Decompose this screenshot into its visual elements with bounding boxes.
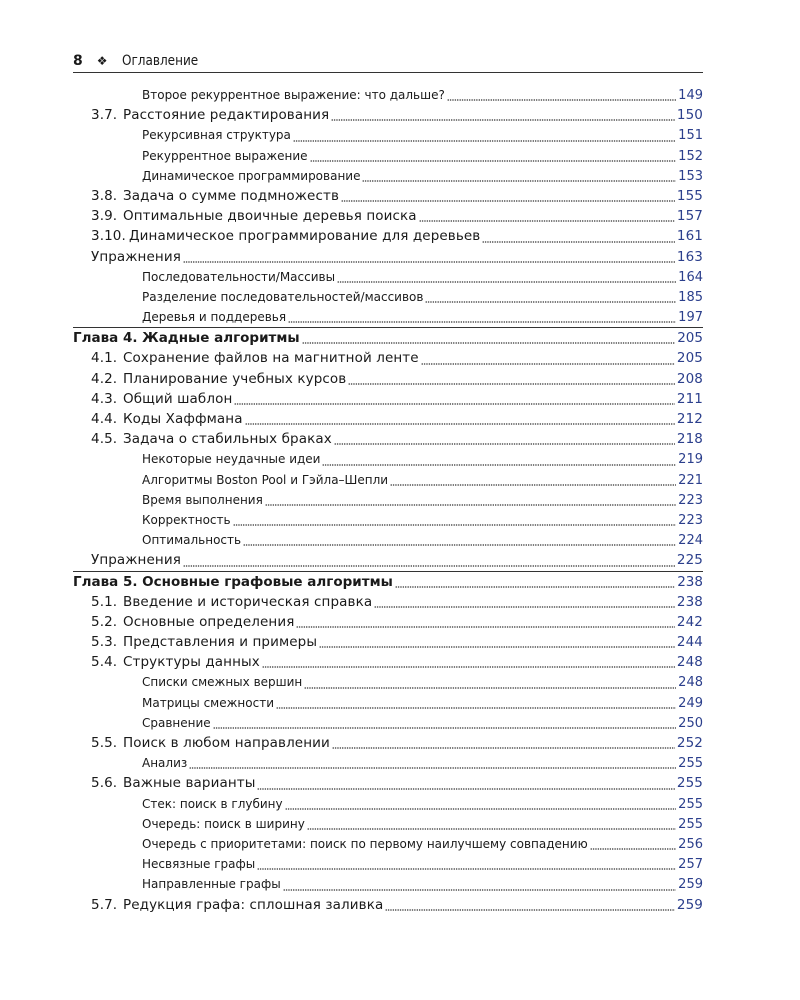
toc-entry-row[interactable] — [73, 854, 703, 874]
toc-entry-title — [142, 834, 588, 854]
running-header — [73, 50, 703, 73]
toc-entry-title — [91, 592, 372, 612]
toc-entry-title — [91, 773, 255, 793]
toc-section-number: 4.4. — [91, 411, 118, 427]
toc-entry-title — [73, 328, 300, 348]
dot-leader — [337, 281, 676, 283]
toc-entry-row[interactable] — [73, 287, 703, 307]
toc-title-text: Стек: поиск в глубину — [142, 796, 283, 811]
toc-entry-row[interactable] — [73, 348, 703, 368]
toc-page-number[interactable]: 152 — [678, 148, 703, 164]
dot-leader — [482, 241, 675, 243]
toc-entry-title — [142, 470, 388, 490]
toc-entry-row[interactable] — [73, 592, 703, 612]
toc-page-number[interactable]: 257 — [678, 857, 703, 873]
toc-entry-title — [142, 307, 286, 327]
table-of-contents — [73, 85, 703, 915]
toc-title-text: Упражнения — [91, 248, 181, 265]
toc-entry-row[interactable] — [73, 550, 703, 570]
toc-entry-title — [142, 146, 308, 166]
toc-title-text: Направленные графы — [142, 877, 281, 892]
dot-leader — [293, 140, 676, 142]
toc-page-number[interactable]: 164 — [678, 269, 703, 285]
dot-leader — [307, 828, 676, 830]
toc-entry-row[interactable] — [73, 409, 703, 429]
toc-page-number[interactable]: 218 — [676, 431, 703, 448]
toc-entry-title — [91, 409, 243, 429]
toc-entry-title — [91, 612, 294, 632]
toc-title-text: Редукция графа: сплошная заливка — [123, 896, 384, 913]
toc-entry-title — [142, 693, 274, 713]
toc-entry-row[interactable] — [73, 166, 703, 186]
dot-leader — [421, 363, 675, 365]
toc-entry-row[interactable] — [73, 733, 703, 753]
dot-leader — [243, 544, 676, 546]
toc-page-number[interactable]: 151 — [678, 128, 703, 144]
toc-title-text: Оптимальные двоичные деревья поиска — [123, 208, 417, 225]
toc-page-number[interactable]: 224 — [678, 533, 703, 549]
dot-leader — [233, 524, 677, 526]
toc-entry-row[interactable] — [73, 125, 703, 145]
toc-entry-title — [142, 854, 255, 874]
toc-entry-title — [91, 369, 346, 389]
toc-entry-title — [91, 206, 417, 226]
toc-section-number: 5.5. — [91, 735, 118, 751]
toc-section-number: 3.9. — [91, 208, 118, 225]
toc-entry-row[interactable] — [73, 267, 703, 287]
ornament-icon: ❖ — [96, 54, 108, 68]
dot-leader — [262, 666, 675, 668]
toc-entry-title — [142, 530, 241, 550]
toc-page-number[interactable]: 238 — [677, 573, 703, 590]
toc-page-number[interactable]: 219 — [678, 452, 703, 468]
dot-leader — [332, 747, 675, 749]
toc-entry-title — [91, 348, 419, 368]
toc-page-number[interactable]: 205 — [676, 350, 703, 367]
toc-entry-title — [91, 652, 260, 672]
toc-title-text: Списки смежных вершин — [142, 675, 303, 690]
toc-section-number: 4.1. — [91, 350, 118, 367]
toc-entry-title — [91, 105, 329, 125]
toc-title-text: Задача о стабильных браках — [123, 431, 332, 448]
toc-chapter-row[interactable] — [73, 327, 703, 348]
dot-leader — [283, 889, 676, 891]
header-title: Оглавление — [121, 53, 198, 69]
toc-title-text: Рекуррентное выражение — [142, 148, 308, 163]
toc-title-text: Динамическое программирование — [142, 168, 361, 183]
toc-entry-title — [142, 166, 360, 186]
toc-entry-title — [142, 490, 263, 510]
toc-section-number: 4.3. — [91, 390, 118, 407]
toc-section-number: 4.5. — [91, 431, 118, 448]
toc-title-text: Динамическое программирование для деревьев — [129, 228, 481, 245]
toc-title-text: Упражнения — [91, 552, 181, 569]
toc-entry-title — [91, 632, 317, 652]
toc-entry-title — [73, 572, 393, 592]
toc-entry-title — [142, 85, 445, 105]
toc-entry-row[interactable] — [73, 814, 703, 834]
toc-title-text: Анализ — [142, 756, 188, 771]
toc-entry-row[interactable] — [73, 186, 703, 206]
toc-title-text: Сравнение — [142, 715, 211, 730]
toc-entry-title — [142, 267, 335, 287]
dot-leader — [334, 443, 675, 445]
toc-section-number: 4.2. — [91, 370, 118, 387]
dot-leader — [331, 119, 675, 121]
toc-entry-row[interactable] — [73, 470, 703, 490]
toc-title-text: Очередь с приоритетами: поиск по первому наилучшему совпадению — [142, 836, 588, 851]
toc-title-text: Деревья и поддеревья — [142, 310, 287, 325]
toc-entry-row[interactable] — [73, 693, 703, 713]
toc-title-text: Глава 5. Основные графовые алгоритмы — [73, 573, 393, 590]
toc-entry-title — [142, 713, 211, 733]
toc-entry-row[interactable] — [73, 85, 703, 105]
toc-title-text: Алгоритмы Boston Pool и Гэйла–Шепли — [142, 472, 389, 487]
toc-entry-row[interactable] — [73, 895, 703, 915]
toc-page-number[interactable]: 185 — [678, 289, 703, 305]
toc-page-number[interactable]: 153 — [678, 168, 703, 184]
toc-page-number[interactable]: 252 — [676, 735, 703, 751]
dot-leader — [288, 321, 676, 323]
toc-entry-title — [142, 814, 305, 834]
toc-section-number: 5.2. — [91, 613, 118, 630]
toc-title-text: Последовательности/Массивы — [142, 269, 336, 284]
dot-leader — [304, 687, 676, 689]
dot-leader — [341, 200, 675, 202]
dot-leader — [319, 646, 675, 648]
toc-page-number[interactable]: 248 — [676, 654, 703, 671]
toc-entry-row[interactable] — [73, 672, 703, 692]
toc-entry-row[interactable] — [73, 389, 703, 409]
dot-leader — [265, 504, 676, 506]
toc-section-number: 5.7. — [91, 896, 118, 913]
toc-page-number[interactable]: 212 — [676, 411, 703, 427]
toc-page-number[interactable]: 238 — [676, 593, 703, 610]
toc-page-number[interactable]: 255 — [678, 756, 703, 772]
page-number: 8 — [73, 53, 83, 69]
dot-leader — [322, 464, 676, 466]
toc-section-number: 5.6. — [91, 775, 118, 792]
toc-page-number[interactable]: 255 — [678, 816, 703, 832]
toc-page-number[interactable]: 163 — [676, 248, 703, 265]
dot-leader — [245, 423, 675, 425]
toc-entry-row[interactable] — [73, 429, 703, 449]
toc-title-text: Важные варианты — [123, 775, 256, 792]
dot-leader — [189, 767, 676, 769]
toc-page-number[interactable]: 225 — [676, 552, 703, 569]
toc-entry-title — [91, 226, 480, 246]
toc-page-number[interactable]: 211 — [676, 390, 703, 407]
toc-entry-row[interactable] — [73, 146, 703, 166]
toc-section-number: 3.10. — [91, 228, 126, 245]
toc-title-text: Поиск в любом направлении — [123, 735, 330, 751]
toc-page-number[interactable]: 161 — [676, 228, 703, 245]
toc-entry-row[interactable] — [73, 369, 703, 389]
toc-title-text: Глава 4. Жадные алгоритмы — [73, 330, 300, 347]
toc-title-text: Рекурсивная структура — [142, 128, 291, 143]
toc-title-text: Коды Хаффмана — [123, 411, 243, 427]
toc-entry-title — [142, 794, 283, 814]
toc-entry-row[interactable] — [73, 307, 703, 327]
toc-section-number: 5.3. — [91, 634, 118, 651]
dot-leader — [257, 788, 674, 790]
dot-leader — [276, 707, 676, 709]
toc-entry-row[interactable] — [73, 449, 703, 469]
toc-title-text: Основные определения — [123, 613, 295, 630]
toc-section-number: 5.4. — [91, 654, 118, 671]
dot-leader — [213, 727, 676, 729]
toc-entry-title — [91, 429, 332, 449]
dot-leader — [447, 99, 676, 101]
toc-page-number[interactable]: 248 — [678, 675, 703, 691]
dot-leader — [183, 261, 675, 263]
toc-entry-row[interactable] — [73, 612, 703, 632]
toc-page-number[interactable]: 250 — [678, 715, 703, 731]
dot-leader — [234, 403, 675, 405]
toc-page-number[interactable]: 149 — [678, 88, 703, 103]
toc-title-text: Время выполнения — [142, 492, 263, 507]
toc-title-text: Расстояние редактирования — [123, 107, 330, 124]
toc-entry-row[interactable] — [73, 753, 703, 773]
toc-section-number: 3.8. — [91, 187, 118, 204]
toc-title-text: Задача о сумме подмножеств — [123, 187, 340, 204]
toc-chapter-row[interactable] — [73, 571, 703, 592]
toc-entry-row[interactable] — [73, 713, 703, 733]
toc-section-number: 5.1. — [91, 593, 118, 610]
toc-entry-row[interactable] — [73, 530, 703, 550]
dot-leader — [419, 220, 675, 222]
toc-entry-title — [91, 733, 330, 753]
toc-entry-row[interactable] — [73, 834, 703, 854]
toc-entry-title — [142, 287, 423, 307]
dot-leader — [374, 606, 675, 608]
dot-leader — [310, 160, 677, 162]
toc-page-number[interactable]: 249 — [678, 695, 703, 711]
dot-leader — [257, 868, 676, 870]
toc-entry-title — [142, 125, 291, 145]
toc-entry-title — [91, 247, 181, 267]
toc-title-text: Введение и историческая справка — [123, 593, 373, 610]
toc-title-text: Некоторые неудачные идеи — [142, 452, 321, 467]
toc-title-text: Корректность — [142, 512, 231, 527]
toc-entry-row[interactable] — [73, 105, 703, 125]
toc-page-number[interactable]: 157 — [676, 208, 703, 225]
toc-page-number[interactable]: 259 — [678, 877, 703, 893]
toc-page-number[interactable]: 223 — [678, 512, 703, 528]
toc-title-text: Планирование учебных курсов — [123, 370, 347, 387]
dot-leader — [362, 180, 676, 182]
toc-title-text: Общий шаблон — [123, 390, 233, 407]
dot-leader — [296, 626, 674, 628]
dot-leader — [390, 484, 676, 486]
toc-page-number[interactable]: 150 — [676, 107, 703, 124]
toc-title-text: Оптимальность — [142, 533, 242, 548]
toc-title-text: Несвязные графы — [142, 857, 256, 872]
toc-entry-title — [91, 550, 181, 570]
toc-title-text: Матрицы смежности — [142, 695, 274, 710]
toc-page-number[interactable]: 256 — [678, 836, 703, 852]
toc-title-text: Второе рекуррентное выражение: что дальше? — [142, 88, 445, 102]
dot-leader — [395, 586, 675, 588]
toc-entry-row[interactable] — [73, 490, 703, 510]
dot-leader — [425, 301, 676, 303]
toc-entry-title — [142, 874, 281, 894]
toc-page-number[interactable]: 255 — [678, 796, 703, 812]
toc-entry-row[interactable] — [73, 206, 703, 226]
toc-page-number[interactable]: 205 — [677, 330, 703, 347]
toc-section-number: 3.7. — [91, 107, 118, 124]
toc-page-number[interactable]: 255 — [676, 775, 703, 792]
toc-entry-title — [91, 389, 232, 409]
dot-leader — [302, 342, 676, 344]
toc-entry-title — [91, 186, 339, 206]
toc-entry-row[interactable] — [73, 874, 703, 894]
toc-entry-title — [142, 510, 231, 530]
toc-page-number[interactable]: 242 — [676, 613, 703, 630]
toc-entry-row[interactable] — [73, 773, 703, 793]
toc-page-number[interactable]: 259 — [676, 896, 703, 913]
toc-entry-row[interactable] — [73, 652, 703, 672]
toc-entry-title — [91, 895, 383, 915]
toc-entry-row[interactable] — [73, 794, 703, 814]
toc-title-text: Структуры данных — [123, 654, 260, 671]
toc-entry-row[interactable] — [73, 247, 703, 267]
toc-page-number[interactable]: 223 — [678, 492, 703, 508]
toc-page-number[interactable]: 244 — [676, 634, 703, 651]
toc-entry-title — [142, 672, 302, 692]
toc-entry-row[interactable] — [73, 632, 703, 652]
toc-page-number[interactable]: 221 — [678, 472, 703, 488]
dot-leader — [590, 848, 677, 850]
toc-page-number[interactable]: 155 — [676, 187, 703, 204]
toc-title-text: Очередь: поиск в ширину — [142, 816, 305, 831]
toc-entry-title — [142, 449, 320, 469]
dot-leader — [183, 565, 675, 567]
toc-entry-row[interactable] — [73, 510, 703, 530]
dot-leader — [385, 909, 675, 911]
toc-entry-row[interactable] — [73, 226, 703, 246]
toc-entry-title — [142, 753, 187, 773]
toc-title-text: Разделение последовательностей/массивов — [142, 289, 424, 304]
toc-title-text: Сохранение файлов на магнитной ленте — [123, 350, 419, 367]
toc-page-number[interactable]: 208 — [676, 370, 703, 387]
toc-title-text: Представления и примеры — [123, 634, 318, 651]
dot-leader — [285, 808, 677, 810]
toc-page-number[interactable]: 197 — [678, 310, 703, 326]
dot-leader — [348, 383, 675, 385]
